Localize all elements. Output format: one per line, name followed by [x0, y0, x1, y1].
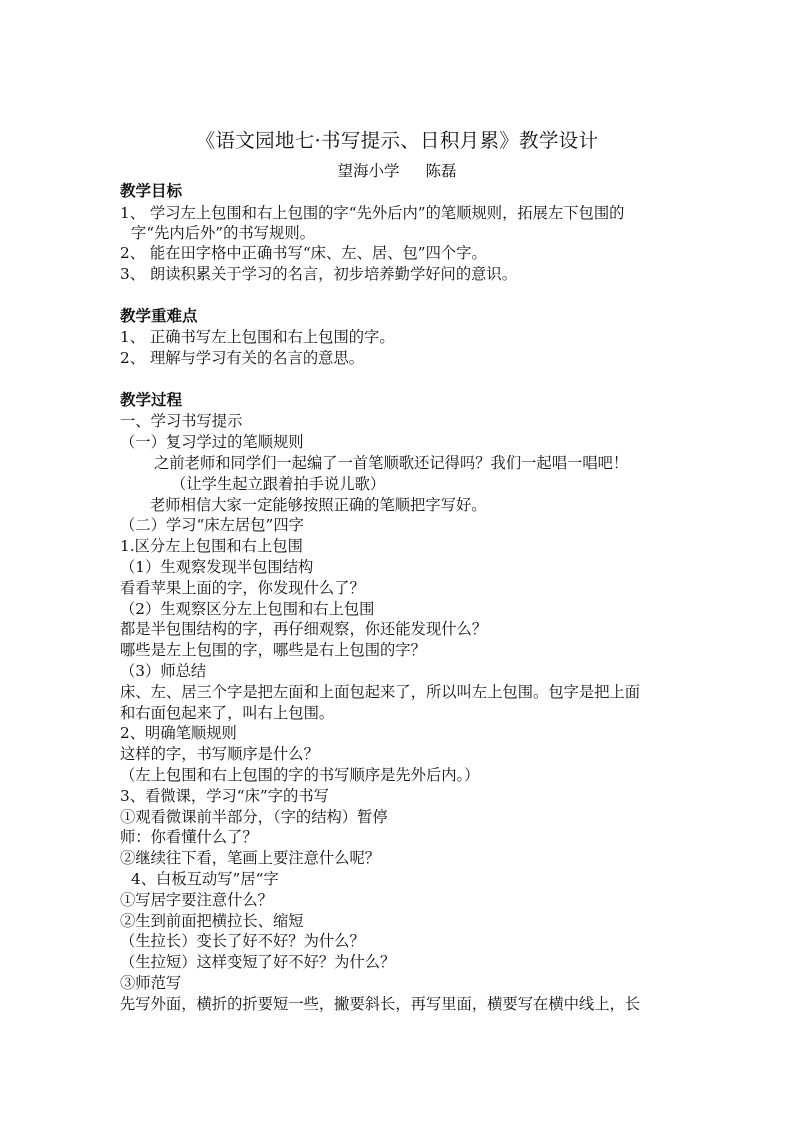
process-line: 先写外面，横折的折要短一些，撇要斜长，再写里面，横要写在横中线上，长: [120, 995, 641, 1013]
process-line: ②生到前面把横拉长、缩短: [120, 912, 304, 930]
process-line: （3）师总结: [120, 662, 207, 680]
process-line: ③师范写: [120, 974, 182, 992]
process-line: 都是半包围结构的字，再仔细观察，你还能发现什么？: [120, 620, 488, 638]
process-line: 这样的字，书写顺序是什么？: [120, 745, 319, 763]
process-line: 之前老师和同学们一起编了一首笔顺歌还记得吗？我们一起唱一唱吧！: [154, 454, 629, 472]
process-line: 床、左、居三个字是把左面和上面包起来了，所以叫左上包围。包字是把上面: [120, 683, 641, 701]
process-line: （一）复习学过的笔顺规则: [120, 433, 304, 451]
document-title: 《语文园地七·书写提示、日积月累》教学设计: [195, 129, 599, 152]
objective-item: 3、 朗读积累关于学习的名言，初步培养勤学好问的意识。: [120, 265, 518, 283]
process-line: 4、白板互动写”居“字: [131, 870, 279, 888]
objective-item: 1、 学习左上包围和右上包围的字“先外后内”的笔顺规则，拓展左下包围的: [120, 204, 625, 222]
process-line: （生拉短）这样变短了好不好？为什么？: [120, 953, 396, 971]
difficulty-item: 2、 理解与学习有关的名言的意思。: [120, 349, 365, 367]
process-line: 哪些是左上包围的字，哪些是右上包围的字？: [120, 641, 426, 659]
process-line: 一、学习书写提示: [120, 412, 243, 430]
author-name: 陈磊: [425, 162, 457, 180]
process-line: 1.区分左上包围和右上包围: [120, 537, 303, 555]
process-line: （让学生起立跟着拍手说儿歌）: [171, 475, 386, 493]
process-line: （1）生观察发现半包围结构: [120, 558, 314, 576]
process-line: （2）生观察区分左上包围和右上包围: [120, 600, 375, 618]
process-line: 2、明确笔顺规则: [120, 724, 237, 742]
process-line: 老师相信大家一定能够按照正确的笔顺把字写好。: [150, 496, 487, 514]
objective-item-continued: 字“先内后外”的书写规则。: [131, 224, 315, 242]
process-line: ②继续往下看，笔画上要注意什么呢？: [120, 849, 381, 867]
section-heading-objectives: 教学目标: [120, 182, 183, 200]
author-line: [0, 160, 794, 182]
process-line: 和右面包起来了，叫右上包围。: [120, 704, 335, 722]
process-line: ①写居字要注意什么？: [120, 891, 273, 909]
section-heading-process: 教学过程: [120, 391, 183, 409]
section-heading-difficulties: 教学重难点: [120, 307, 198, 325]
process-line: （生拉长）变长了好不好？为什么？: [120, 932, 365, 950]
process-line: 师：你看懂什么了？: [120, 828, 258, 846]
process-line: （二）学习“床左居包”四字: [120, 516, 304, 534]
process-line: 3、看微课，学习“床”字的书写: [120, 787, 329, 805]
objective-item: 2、 能在田字格中正确书写“床、左、居、包”四个字。: [120, 244, 487, 262]
process-line: 看看苹果上面的字，你发现什么了？: [120, 579, 365, 597]
process-line: （左上包围和右上包围的字的书写顺序是先外后内。）: [120, 766, 480, 784]
author-school: 望海小学: [337, 162, 400, 180]
difficulty-item: 1、 正确书写左上包围和右上包围的字。: [120, 328, 395, 346]
process-line: ①观看微课前半部分，（字的结构）暂停: [120, 808, 388, 826]
